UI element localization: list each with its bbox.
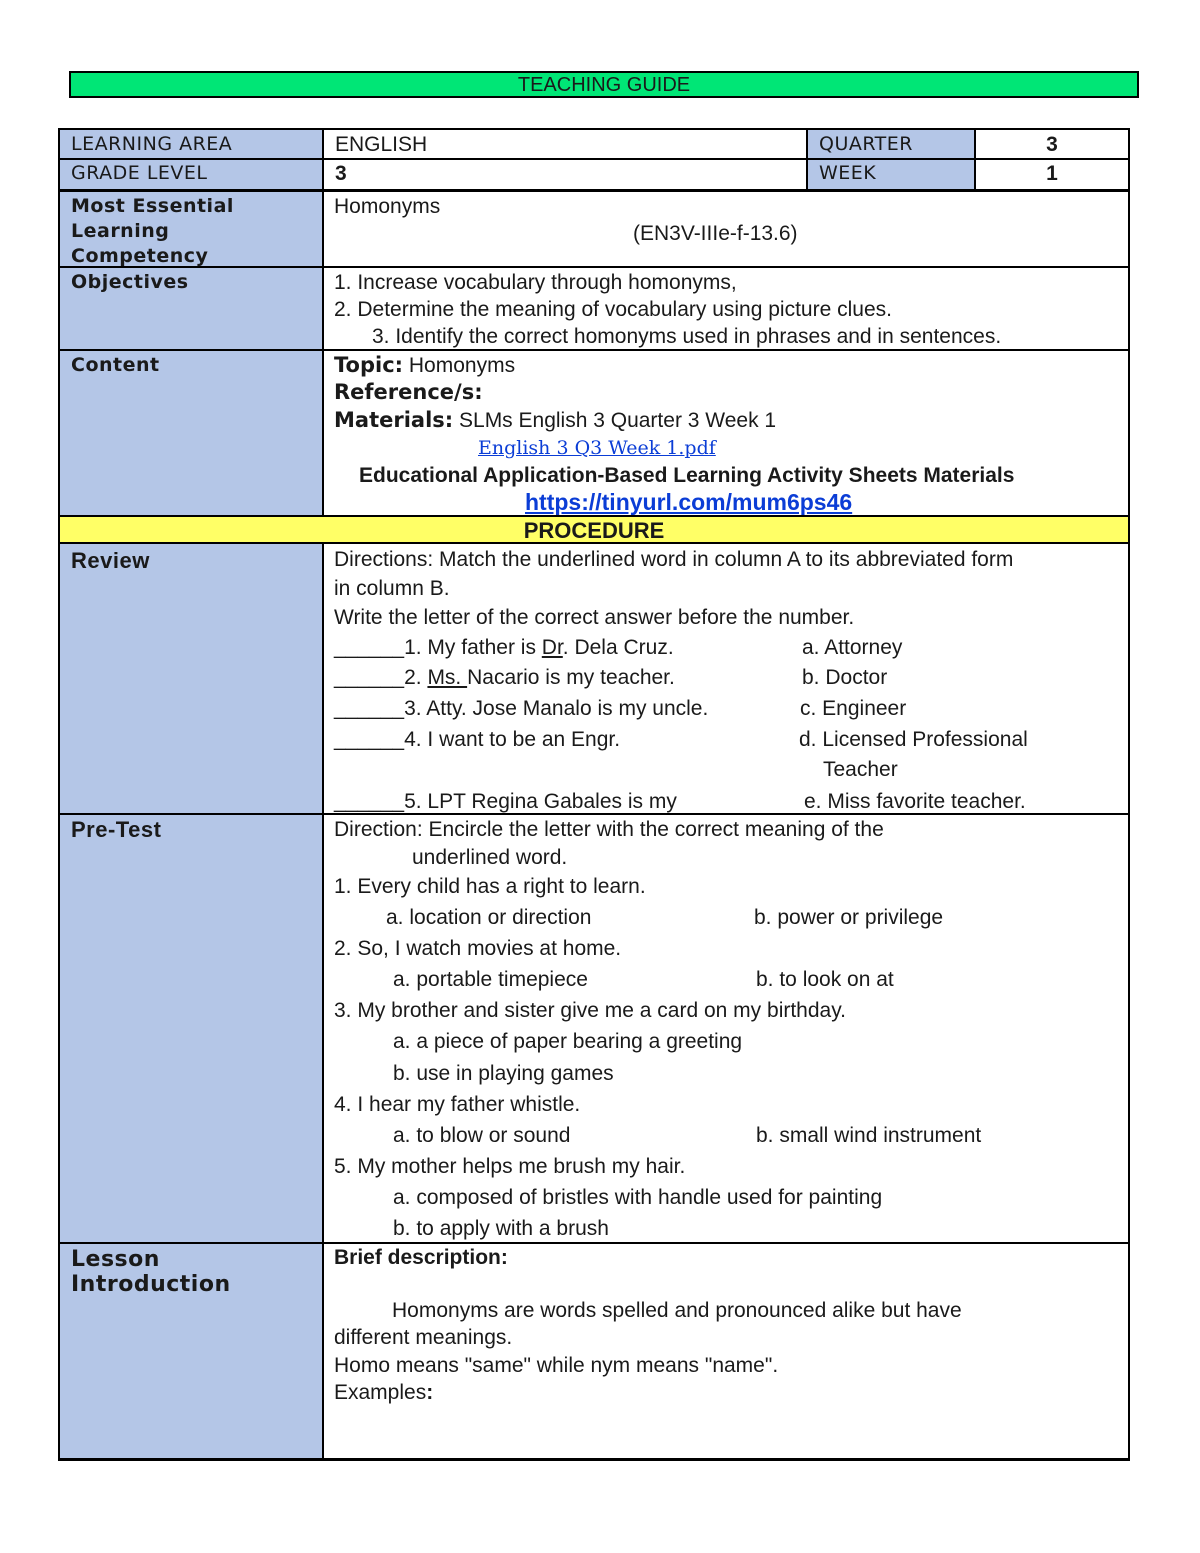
item-text: 1. My father is [404, 636, 542, 659]
file-link-row [478, 435, 716, 461]
pretest-label: Pre-Test [71, 817, 162, 842]
lesson-label [60, 1245, 322, 1299]
table-border-bottom [58, 1458, 1130, 1461]
objective-item: 2. Determine the meaning of vocabulary using picture clues. [334, 298, 892, 321]
materials-value: SLMs English 3 Quarter 3 Week 1 [453, 409, 777, 432]
file-link[interactable]: English 3 Q3 Week 1.pdf [478, 437, 716, 459]
content-label: Content [71, 354, 160, 376]
review-answer: a. Attorney [802, 636, 903, 659]
content-materials [334, 407, 776, 434]
pretest-option[interactable]: a. a piece of paper bearing a greeting [393, 1030, 743, 1053]
review-answer: c. Engineer [800, 697, 907, 720]
week-value: 1 [1046, 162, 1058, 185]
pretest-option[interactable]: a. to blow or sound [393, 1124, 571, 1147]
review-item [334, 789, 677, 815]
pretest-option[interactable]: b. to look on at [756, 968, 894, 991]
review-answer-cont: Teacher [823, 758, 898, 781]
item-text: Nacario is my teacher. [467, 666, 675, 689]
review-label: Review [71, 548, 150, 573]
melc-topic: Homonyms [334, 195, 441, 218]
grade-level-label: GRADE LEVEL [71, 162, 208, 184]
objective-item: 3. Identify the correct homonyms used in phrases and in sentences. [372, 325, 1002, 348]
pretest-option[interactable]: b. to apply with a brush [393, 1217, 609, 1240]
brief-description: Brief description: [334, 1246, 508, 1269]
materials-label: Materials: [334, 408, 454, 432]
review-directions: Write the letter of the correct answer before the number. [334, 606, 855, 629]
pretest-question: 5. My mother helps me brush my hair. [334, 1155, 686, 1178]
quarter-value: 3 [1046, 133, 1058, 156]
item-text: . Dela Cruz. [562, 636, 674, 659]
review-directions: in column B. [334, 577, 450, 600]
pretest-option[interactable]: a. composed of bristles with handle used for painting [393, 1186, 883, 1209]
pretest-option[interactable]: b. power or privilege [754, 906, 944, 929]
pretest-question: 3. My brother and sister give me a card on my birthday. [334, 999, 846, 1022]
review-item [334, 665, 675, 691]
learning-area-value: ENGLISH [335, 133, 428, 156]
reference-label: Reference/s: [334, 380, 483, 404]
objectives-label: Objectives [71, 271, 189, 293]
underlined-word: Dr [541, 636, 563, 659]
review-item [334, 635, 674, 661]
review-item [334, 696, 708, 722]
melc-label-line: Learning [71, 220, 170, 242]
review-answer: d. Licensed Professional [799, 728, 1028, 751]
answer-blank[interactable]: ______ [334, 697, 405, 720]
topic-label: Topic: [334, 353, 404, 377]
review-item [334, 727, 620, 753]
content-reference [334, 379, 483, 406]
item-text: 2. [404, 666, 428, 689]
item-text: 5. LPT Regina Gabales is my [404, 790, 677, 813]
content-topic [334, 352, 515, 379]
melc-label [60, 192, 322, 271]
banner-title: TEACHING GUIDE [517, 74, 691, 96]
grade-level-value: 3 [335, 162, 347, 185]
answer-blank[interactable]: ______ [334, 728, 405, 751]
procedure-title: PROCEDURE [523, 518, 665, 543]
quarter-label: QUARTER [819, 133, 913, 155]
url-link[interactable]: https://tinyurl.com/mum6ps46 [525, 489, 853, 515]
answer-blank[interactable]: ______ [334, 666, 405, 689]
answer-blank[interactable]: ______ [334, 636, 405, 659]
melc-label-line: Most Essential [71, 195, 234, 217]
pretest-question: 4. I hear my father whistle. [334, 1093, 581, 1116]
objective-item: 1. Increase vocabulary through homonyms, [334, 271, 737, 294]
review-directions: Directions: Match the underlined word in column A to its abbreviated form [334, 548, 1014, 571]
lesson-paragraph: Homo means "same" while nym means "name". [334, 1354, 779, 1377]
topic-value: Homonyms [403, 354, 516, 377]
pretest-option[interactable]: b. small wind instrument [756, 1124, 982, 1147]
review-answer: b. Doctor [802, 666, 888, 689]
pretest-option[interactable]: a. location or direction [386, 906, 592, 929]
url-row [525, 489, 852, 517]
pretest-direction: Direction: Encircle the letter with the correct meaning of the [334, 818, 884, 841]
edu-title: Educational Application-Based Learning Activity Sheets Materials [359, 464, 1015, 487]
pretest-option[interactable]: a. portable timepiece [393, 968, 588, 991]
examples-colon: : [426, 1381, 434, 1404]
lesson-label-line: Introduction [71, 1272, 231, 1297]
week-label: WEEK [819, 162, 877, 184]
underlined-word: Ms. [427, 666, 468, 689]
item-text: 4. I want to be an Engr. [404, 728, 621, 751]
examples-label [334, 1380, 433, 1406]
melc-label-line: Competency [71, 245, 209, 267]
melc-code: (EN3V-IIIe-f-13.6) [633, 222, 798, 245]
item-text: 3. Atty. Jose Manalo is my uncle. [404, 697, 709, 720]
pretest-option[interactable]: b. use in playing games [393, 1062, 614, 1085]
teaching-guide-banner [69, 71, 1139, 98]
lesson-label-line: Lesson [71, 1247, 160, 1272]
table-border-right [1128, 128, 1130, 1461]
row-line [58, 1242, 1130, 1244]
learning-area-label: LEARNING AREA [71, 133, 233, 155]
examples-text: Examples [334, 1381, 427, 1404]
lesson-paragraph: Homonyms are words spelled and pronounced alike but have [392, 1299, 962, 1322]
label-bg-review-to-lesson [59, 543, 324, 1460]
pretest-question: 1. Every child has a right to learn. [334, 875, 646, 898]
pretest-question: 2. So, I watch movies at home. [334, 937, 622, 960]
answer-blank[interactable]: ______ [334, 790, 405, 813]
lesson-paragraph: different meanings. [334, 1326, 513, 1349]
column-line [322, 542, 324, 1461]
review-answer: e. Miss favorite teacher. [804, 790, 1026, 813]
pretest-direction: underlined word. [412, 846, 568, 869]
